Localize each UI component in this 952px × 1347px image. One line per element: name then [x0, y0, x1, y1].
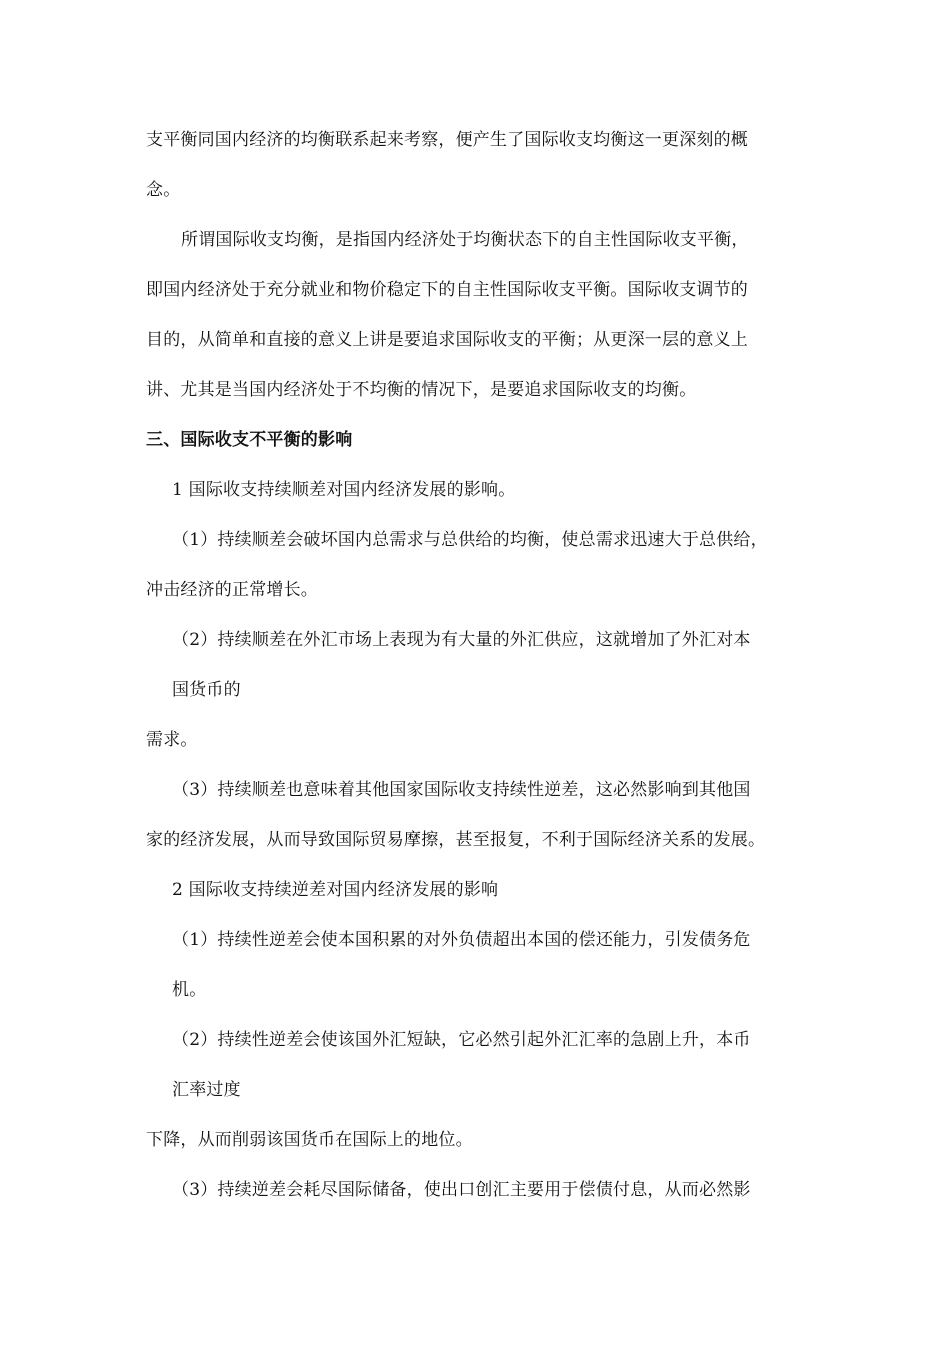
list-item: （3）持续顺差也意味着其他国家国际收支持续性逆差，这必然影响到其他国	[172, 780, 751, 800]
list-item: （2）持续性逆差会使该国外汇短缺，它必然引起外汇汇率的急剧上升，本币	[172, 1030, 751, 1050]
section-heading: 三、国际收支不平衡的影响	[146, 430, 353, 450]
list-item-continuation: 汇率过度	[172, 1080, 241, 1100]
list-item-continuation: 国货币的	[172, 680, 241, 700]
list-item-heading: 1 国际收支持续顺差对国内经济发展的影响。	[172, 480, 516, 500]
paragraph-line: 所谓国际收支均衡，是指国内经济处于均衡状态下的自主性国际收支平衡，	[181, 230, 749, 250]
list-item-heading: 2 国际收支持续逆差对国内经济发展的影响	[172, 880, 499, 900]
paragraph-line: 即国内经济处于充分就业和物价稳定下的自主性国际收支平衡。国际收支调节的	[146, 280, 748, 300]
paragraph-line: 目的，从简单和直接的意义上讲是要追求国际收支的平衡；从更深一层的意义上	[146, 330, 748, 350]
list-item-continuation: 下降，从而削弱该国货币在国际上的地位。	[146, 1130, 473, 1150]
list-item: （1）持续性逆差会使本国积累的对外负债超出本国的偿还能力，引发债务危	[172, 930, 751, 950]
paragraph-line: 讲、尤其是当国内经济处于不均衡的情况下，是要追求国际收支的均衡。	[146, 380, 697, 400]
list-item-continuation: 家的经济发展，从而导致国际贸易摩擦，甚至报复，不利于国际经济关系的发展。	[146, 830, 766, 850]
paragraph-line: 念。	[146, 180, 181, 200]
list-item-continuation: 冲击经济的正常增长。	[146, 580, 318, 600]
list-item: （2）持续顺差在外汇市场上表现为有大量的外汇供应，这就增加了外汇对本	[172, 630, 751, 650]
list-item-continuation: 需求。	[146, 730, 198, 750]
list-item: （3）持续逆差会耗尽国际储备，使出口创汇主要用于偿债付息，从而必然影	[172, 1180, 751, 1200]
list-item: （1）持续顺差会破坏国内总需求与总供给的均衡，使总需求迅速大于总供给，	[172, 530, 768, 550]
list-item-continuation: 机。	[172, 980, 207, 1000]
paragraph-line: 支平衡同国内经济的均衡联系起来考察，便产生了国际收支均衡这一更深刻的概	[146, 130, 748, 150]
